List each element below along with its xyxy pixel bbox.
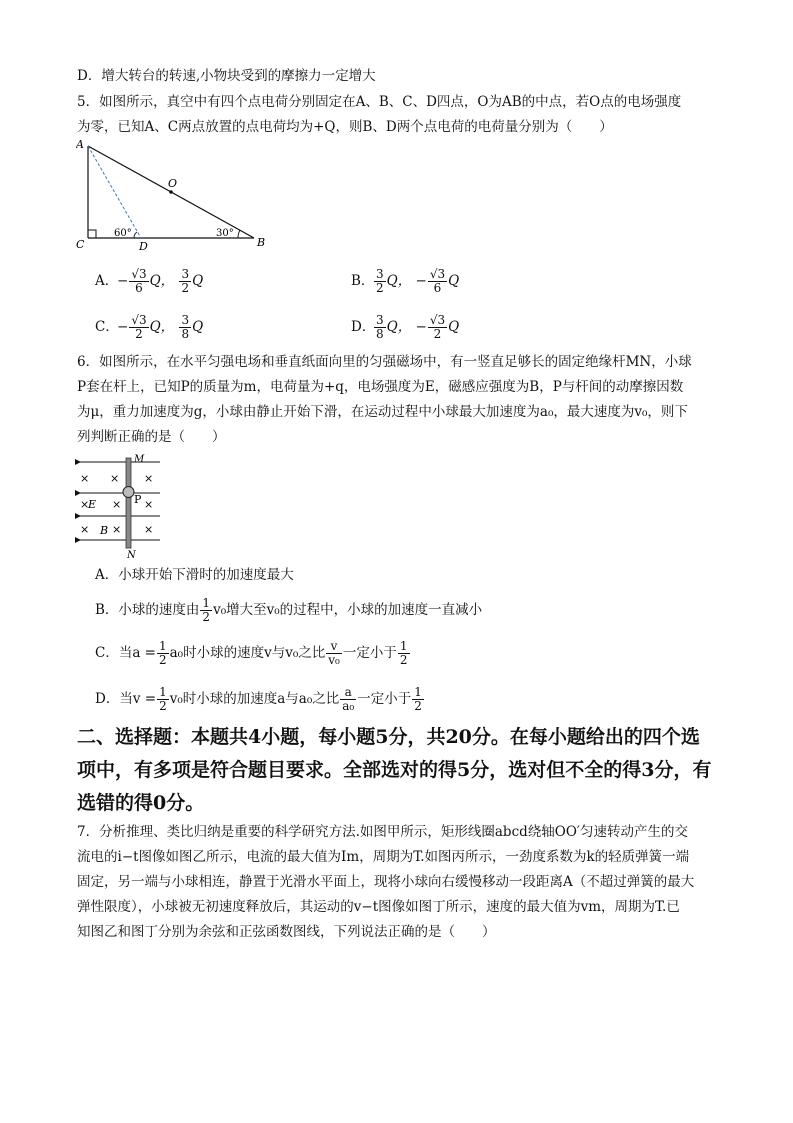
arc-30 xyxy=(238,230,240,238)
label-60: 60° xyxy=(114,228,132,239)
cross: × xyxy=(144,472,154,485)
q6-option-b[interactable]: B．小球的速度由 $\frac{1}{2}$ v₀增大至v₀的过程中，小球的加速度一直减小 xyxy=(95,596,483,624)
q7-stem-line5: 知图乙和图丁分别为余弦和正弦函数图线，下列说法正确的是（ ） xyxy=(77,924,496,940)
q6-option-c[interactable]: C．当a = $\frac{1}{2}$ a₀时小球的速度v与v₀之比 $\frac{v}{\text{v₀}}$ 一定小于 $\frac{1}{2}$ xyxy=(95,639,408,667)
label-d: D xyxy=(139,240,148,251)
q6-stem-line1: 6．如图所示，在水平匀强电场和垂直纸面向里的匀强磁场中，有一竖直足够长的固定绝缘杆MN，小球 xyxy=(77,354,692,370)
section2-heading-line2: 项中，有多项是符合题目要求。全部选对的得5分，选对但不全的得3分，有 xyxy=(77,759,712,781)
cross: × xyxy=(80,472,90,485)
label-p: P xyxy=(134,493,142,506)
label-b: B xyxy=(257,236,266,249)
q7-stem-line2: 流电的i−t图像如图乙所示，电流的最大值为Im，周期为T.如图丙所示，一劲度系数为k的轻质弹簧一端 xyxy=(77,849,690,865)
label-e: E xyxy=(88,498,97,511)
cross: × xyxy=(144,498,154,511)
section2-heading-line3: 选错的得0分。 xyxy=(77,792,205,814)
label-n: N xyxy=(127,550,136,560)
label-o: O xyxy=(168,177,178,190)
q5-option-c[interactable]: C．− $\frac{√3}{2}$ Q， $\frac{3}{8}$ Q xyxy=(95,313,204,341)
arc-60 xyxy=(134,232,137,238)
q5-option-d[interactable]: D． $\frac{3}{8}$ Q， − $\frac{√3}{2}$ Q xyxy=(351,313,460,341)
q6-option-d[interactable]: D．当v = $\frac{1}{2}$ v₀时小球的加速度a与a₀之比 $\frac{a}{\text{a₀}}$ 一定小于 $\frac{1}{2}$ xyxy=(95,685,422,713)
cross: × xyxy=(80,523,90,536)
rod-mn xyxy=(126,458,131,548)
label-m: M xyxy=(134,454,145,465)
q6-stem-line3: 为μ，重力加速度为g，小球由静止开始下滑，在运动过程中小球最大加速度为a₀，最大速度为v₀，则下 xyxy=(77,404,688,420)
dashed-ad xyxy=(88,146,141,238)
q5-triangle-figure xyxy=(76,137,272,251)
q7-stem-line3: 固定，另一端与小球相连，静置于光滑水平面上，现将小球向右缓慢移动一段距离A（不超过弹簧的最大 xyxy=(77,874,695,890)
cross: × xyxy=(112,498,122,511)
point-o xyxy=(169,190,173,194)
q7-stem-line4: 弹性限度），小球被无初速度释放后，其运动的v−t图像如图丁所示，速度的最大值为vm，周期为T.已 xyxy=(77,899,680,915)
q5-option-b[interactable]: B． $\frac{3}{2}$ Q， − $\frac{√3}{6}$ Q xyxy=(351,267,460,295)
cross: × xyxy=(144,523,154,536)
label-a: A xyxy=(76,138,84,151)
label-b: B xyxy=(100,524,109,537)
ball-p xyxy=(123,487,134,498)
q5-option-a[interactable]: A．− $\frac{√3}{6}$ Q， $\frac{3}{2}$ Q xyxy=(95,267,204,295)
q6-field-figure xyxy=(74,452,166,560)
q6-option-a[interactable]: A．小球开始下滑时的加速度最大 xyxy=(95,567,294,583)
cross: × xyxy=(112,523,122,536)
q6-stem-line4: 列判断正确的是（ ） xyxy=(77,429,226,445)
cross: × xyxy=(80,498,90,511)
section2-heading-line1: 二、选择题：本题共4小题，每小题5分，共20分。在每小题给出的四个选 xyxy=(77,726,700,748)
q5-stem-line1: 5．如图所示，真空中有四个点电荷分别固定在A、B、C、D四点，O为AB的中点，若O点的电场强度 xyxy=(77,94,682,110)
q7-stem-line1: 7．分析推理、类比归纳是重要的科学研究方法.如图甲所示，矩形线圈abcd绕轴OO′匀速转动产生的交 xyxy=(77,824,688,840)
right-angle-mark xyxy=(88,230,96,238)
q4-option-d: D．增大转台的转速,小物块受到的摩擦力一定增大 xyxy=(77,68,376,84)
q5-stem-line2: 为零，已知A、C两点放置的点电荷均为+Q，则B、D两个点电荷的电荷量分别为（ ） xyxy=(77,119,613,135)
label-c: C xyxy=(76,238,85,251)
cross: × xyxy=(110,472,120,485)
label-30: 30° xyxy=(216,228,234,239)
q6-stem-line2: P套在杆上，已知P的质量为m，电荷量为+q，电场强度为E，磁感应强度为B，P与杆间的动摩擦因数 xyxy=(77,379,684,395)
